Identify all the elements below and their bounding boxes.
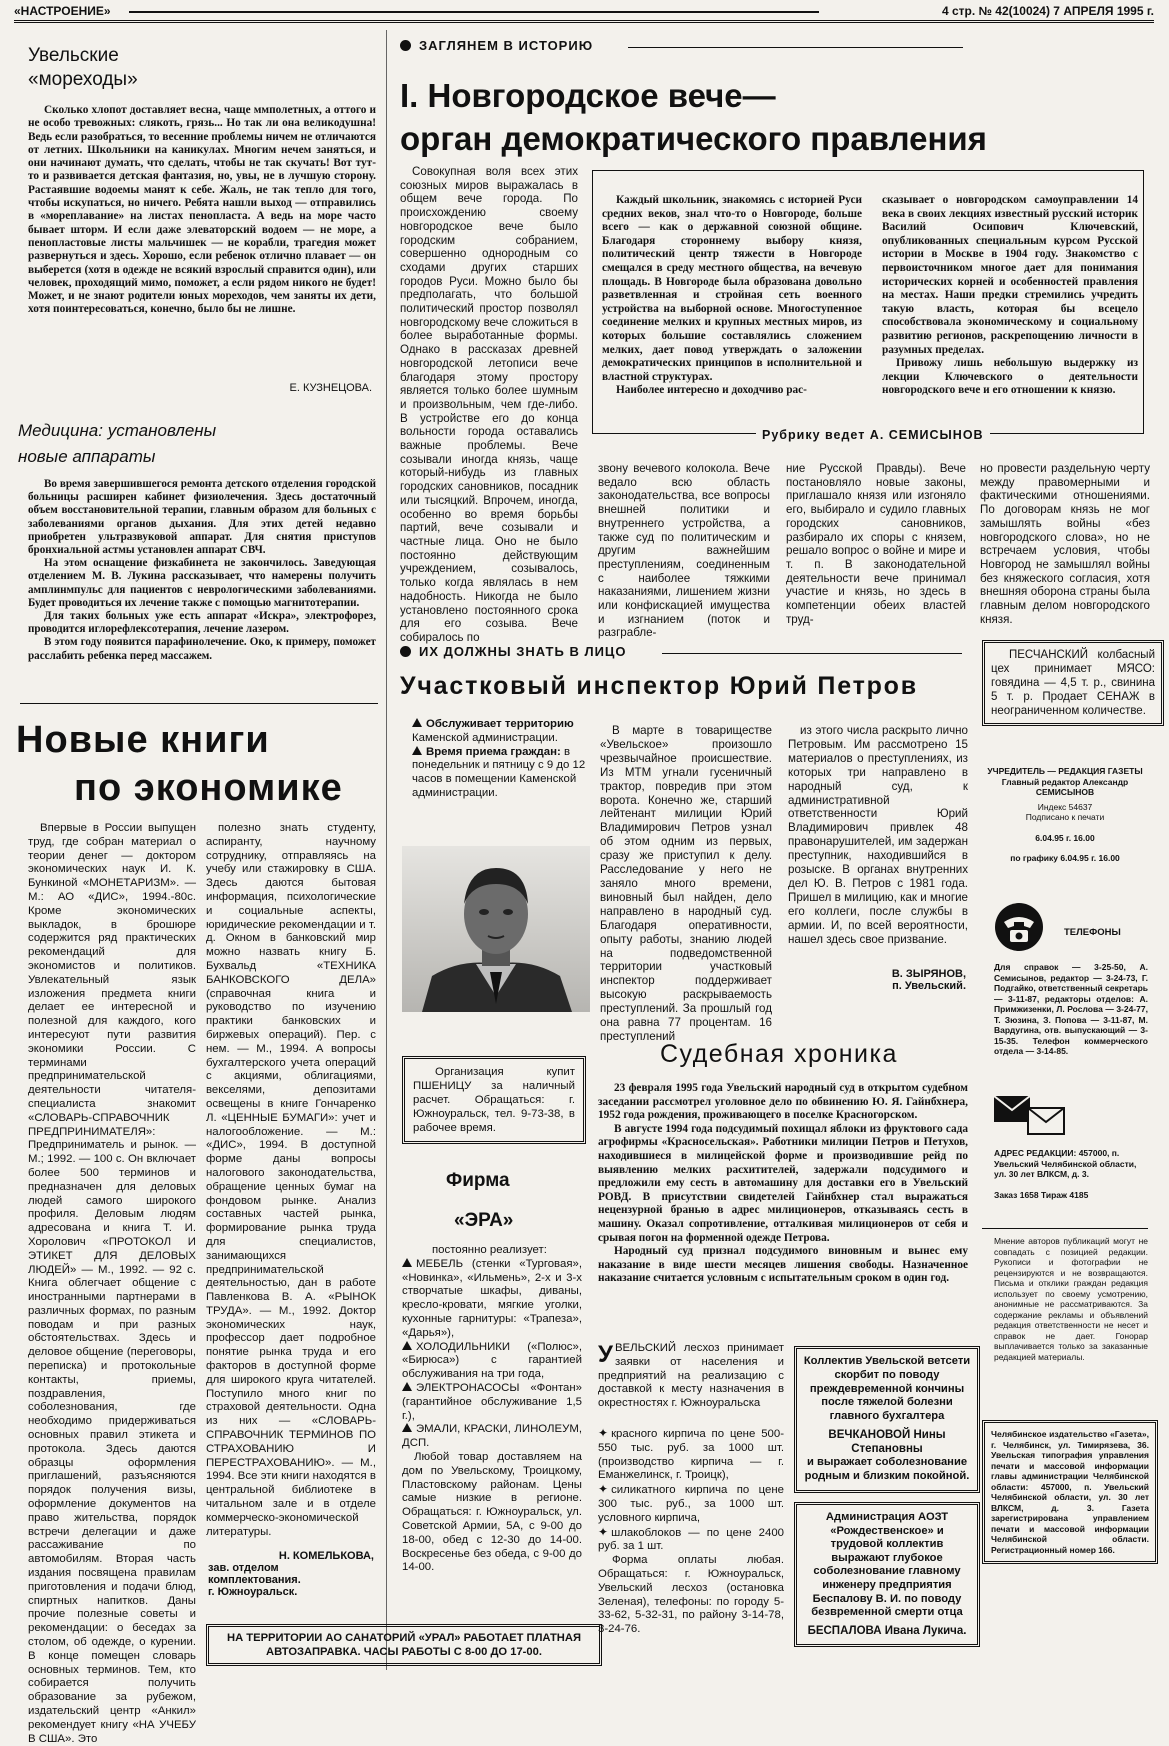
firm-body: постоянно реализует: МЕБЕЛЬ (стенки «Турговая», «Новинка», «Ильмень», 2-х и 3-х створчатые шкафы, диваны, кресло-кровати, мягкие уголки, кухонные гарнитуры: «Трапеза», «Дарья»), ХОЛОДИЛЬНИКИ («Полюс», «Бирюса») с гарантией обслуживания на три года, ЭЛЕКТРОНАСОСЫ «Фонтан» (гарантийное обслуживание 1,5 г.), ЭМАЛИ, КРАСКИ, ЛИНОЛЕУМ, ДСП. Любой товар доставляем на дом по Увельскому, Троицкому, Пластовскому районам. Цены самые низкие в регионе. Обращаться: г. Южноуральск, ул. Советской Армии, 5А, с 9-00 до 18-00, обед с 12-30 до 14-00. Воскресенье без обеда, с 9-00 до 14-00. [402, 1244, 582, 1574]
uvelsk-body: Сколько хлопот доставляет весна, чаще ммполетных, а оттого и не особо тревожных: слякоть, грязь... Но так ли она великодушна! Ведь если разобраться, то весенние проблемы ничем не отличаются от летних. Школьники на каникулах. Многим нечем заняться, и они начинают думать, что сделать, чтобы не так скучать! Вот тут-то и развивается детская фантазия, но, увы, не в лучшую сторону. Растаявшие водоемы манят к себе. Жаль, не так тепло для того, чтобы искупаться, но ничего. Ребята нашли выход — отправились в «мореплавание» на листах пенопласта. А ведь на море часто бывает шторм. И если даже элеваторский водоем — не море, а пенопластовые листы мальчишек — не корабли, трагедия может развернуться и здесь. Хорошо, если ребенок отлично плавает — он выберется (хотя в одежде не всякий взрослый справится один), или человек, проходящий мимо, поможет, а если рядом никого не будет! Может, и не знают родители юных мореходов, чем заняты их дети, хотя поинтересоваться, конечно, было бы не лишне. [28, 104, 376, 316]
divider-right-1 [982, 1228, 1148, 1229]
imprint-founder: УЧРЕДИТЕЛЬ — РЕДАКЦИЯ ГАЗЕТЫ Главный редактор Александр СЕМИСЫНОВ Индекс 54637 Подписано к печати 6.04.95 г. 16.00 по графику 6.04.95 г. 16.00 [987, 766, 1143, 863]
header-rule [129, 11, 819, 13]
medicine-title: Медицина: установлены новые аппараты [18, 421, 217, 466]
books-col1: Впервые в России выпущен труд, где собран материал о теории денег — доктором экономических наук И. К. Бункиной «МОНЕТАРИЗМ». — М.: АО «ДИС», 1994.-80с. Кроме экономических выкладок, в брошюре содержится ряд практических рекомендаций для экономистов и политиков. Увлекательный язык изложения предмета книги делает ее интересной и полезной для каждого, кого интересуют пути развития экономики России. С терминами предпринимательской деятельности читателя-специалиста знакомит «СЛОВАРЬ-СПРАВОЧНИК ПРЕДПРИНИМАТЕЛЯ»: Предприниматель и рынок. — М.; 1992. — 100 с. Он включает более 500 терминов и предназначен для деловых людей самого широкого профиля. Деловым людям адресована и книга Т. И. Хоролович «ПРОТОКОЛ И ЭТИКЕТ ДЛЯ ДЕЛОВЫХ ЛЮДЕЙ» — М., 1992. — 92 с. Книга облегчает общение с иностранными партнерами в различных формах, по разным поводам и при разных обстоятельствах. Здесь и деловое общение (переговоры, переписка) и протокольные контакты, приемы, поздравления, соболезнования, где необходимо придерживаться основных правил этикета и протокола. Здесь даются образцы оформления приглашений, разъясняются порядок получения визы, оформление документов на право жительства, порядок встречи делегации и даже рассаживание по автомобилям. Вторая часть издания посвящена правилам приготовления и подачи блюд, спиртных напитков. Даны прочие полезные советы и рекомендации: о беседах за столом, об одежде, о курении. В конце помещен словарь основных терминов. Тем, кто собирается получить образование за рубежом, издательский центр «Анкил» рекомендует книгу «НА УЧЕБУ В США». Это [28, 822, 196, 1745]
vrule-1 [386, 30, 387, 1670]
triangle-bullet-icon [402, 1341, 412, 1350]
firm-label: Фирма [446, 1170, 510, 1191]
inspector-photo [402, 846, 590, 1012]
diamond-bullet-icon: ✦ [598, 1482, 609, 1497]
triangle-bullet-icon [412, 718, 422, 727]
firm-item: ХОЛОДИЛЬНИКИ («Полюс», «Бирюса») с гарантией обслуживания на три года, [402, 1340, 582, 1381]
veche-lead-col1: Каждый школьник, знакомясь с историей Руси средних веков, знал что-то о Новгороде, больше всего — как о державной союзной общине. Благодаря стороннему выбору князя, политический центр тяжести в Новгороде смещался в среду местного общества, на вечевую площадь. В Новгороде была образована довольно разветвленная и стройная сеть военного устройства на выборной основе. Многоступенное соединение мелких и крупных местных миров, из которых большие составлялись сложением мелких, дает повод утверждать о заложении демократических принципов в исполнительной и властной структурах. Наиболее интересно и доходчиво рас- [602, 194, 862, 397]
leskhoz-ad: УВЕЛЬСКИЙ лесхоз принимает заявки от населения и предприятий на реализацию с доставкой к месту назначения в окрестностях г. Южноуральска ✦ красного кирпича по цене 500-550 тыс. руб. за 1000 шт. (производство кирпича — г. Еманжелинск, г. Троицк), ✦ силикатного кирпича по цене 300 тыс. руб., за 1000 шт. условного кирпича, ✦ шлакоблоков — по цене 2400 руб. за 1 шт. Форма оплаты любая. Обращаться: г. Южноуральск, Увельский лесхоз (остановка Зеленая), телефоны: по городу 5-33-62, 5-32-31, по району 3-14-78, 3-24-76. [598, 1341, 784, 1636]
page-header [14, 4, 1154, 23]
inspector-author: В. ЗЫРЯНОВ, п. Увельский. [891, 968, 966, 992]
triangle-bullet-icon [402, 1423, 412, 1432]
condolence-1: Коллектив Увельской ветсети скорбит по поводу преждевременной кончины после тяжелой болезни главного бухгалтера ВЕЧКАНОВОЙ Нины Степановны и выражает соболезнование родным и близким покойной. [794, 1346, 980, 1493]
history-rubric-rule [628, 47, 963, 48]
phones-list: Для справок — 3-25-50, А. Семисынов, редактор — 3-24-73, Г. Подгайко, ответственный секретарь — 3-11-87, редакторы отделов: А. Примжизенки, Л. Рослова — 3-24-77, Т. Зюзина, З. Попова — 3-11-87, М. Вардугина, отв. выпускающий — 3-15-35. Телефон коммерческого отдела — 3-14-85. [994, 962, 1148, 1056]
medicine-body: Во время завершившегося ремонта детского отделения городской больницы расширен кабинет физиолечения. Здесь достаточный объем восстановительной терапии, главным образом для больных с заболеваниями органов дыхания. Для этих детей недавно приобретен ультразвуковой аппарат. Для снятия приступов бронхиальной астмы установлен аппарат СВЧ. На этом оснащение физкабинета не закончилось. Заведующая отделением М. В. Лукина рассказывает, что намерены получить амплинмпульс для пациентов с неврологическими заболеваниями. Будет проводиться их лечение также с помощью магнитотерапии. Для таких больных уже есть аппарат «Искра», электрофорез, проводится иглорефлексотерапия, лечение лазером. В этом году появится парафинолечение. Око, к примеру, поможет расслабить ребенка перед массажем. [28, 478, 376, 662]
inspector-col1: В марте в товариществе «Увельское» произошло чрезвычайное происшествие. Из МТМ угнали гусеничный трактор, повредив при этом ворота. Конечно же, старший лейтенант милиции Юрий Владимирович Петров узнал об этом одним из первых, сразу же приступил к делу. Расследование у него не заняло много времени, виновный был найден, дело направлено в народный суд. Благодаря оперативности, опыту работы, знанию людей на подведомственной территории участковый инспектор поддерживает высокую раскрываемость преступлений. За прошлый год она равна 77 процентам. 16 преступлений [600, 724, 772, 1043]
issue-info: 4 стр. № 42(10024) 7 АПРЕЛЯ 1995 г. [942, 4, 1154, 18]
diamond-bullet-icon: ✦ [598, 1524, 609, 1539]
diamond-bullet-icon: ✦ [598, 1425, 609, 1440]
imprint-publisher: Челябинское издательство «Газета», г. Челябинск, ул. Тимирязева, 36. Увельская типография управления печати и массовой информации главы администрации Челябинской области: 457000, п. Увельский Челябинской области, ул. 30 лет ВЛКСМ, д. 3. Газета зарегистрирована управлением печати и массовой информации Челябинской области. Регистрационный номер 166. [982, 1420, 1158, 1564]
bullet-icon [400, 40, 411, 51]
inspector-title: Участковый инспектор Юрий Петров [400, 672, 918, 700]
inspector-col2: из этого числа раскрыто лично Петровым. Им рассмотрено 15 материалов о преступлениях, из которых три направлено в народный суд, к административной ответственности Юрий Владимирович привлек 48 правонарушителей, им задержан преступник, находившийся в розыске. В органах внутренних дел Ю. В. Петров с 1981 года. Пришел в милицию, как и многие его коллеги, после службы в армии. И, по всей вероятности, нашел здесь свое призвание. [788, 724, 968, 946]
rubric-inspector: ИХ ДОЛЖНЫ ЗНАТЬ В ЛИЦО [400, 644, 627, 659]
inspector-rubric-rule [662, 653, 962, 654]
uvelsk-author: Е. КУЗНЕЦОВА. [289, 382, 372, 394]
firm-item: ЭМАЛИ, КРАСКИ, ЛИНОЛЕУМ, ДСП. [402, 1423, 582, 1450]
triangle-bullet-icon [402, 1258, 412, 1267]
uvelsk-title: Увельские «мореходы» [28, 45, 138, 90]
books-author: Н. КОМЕЛЬКОВА, зав. отделом комплектования. г. Южноуральск. [208, 1550, 374, 1598]
imprint-address: АДРЕС РЕДАКЦИИ: 457000, п. Увельский Челябинской области, ул. 30 лет ВЛКСМ, д. 3. Заказ 1658 Тираж 4185 [994, 1148, 1137, 1200]
books-col2: полезно знать студенту, аспиранту, научному сотруднику, отправляясь на учебу или стажировку в США. Здесь даются бытовая информация, психологические и социальные аспекты, юридические рекомендации и т. д. Окном в банковский мир можно назвать книгу Б. Бухвальд «ТЕХНИКА БАНКОВСКОГО ДЕЛА» (справочная книга и руководство по изучению практики банковских и биржевых операций). Пер. с нем. — М., 1994. А вопросы бухгалтерского учета операций с акциями, облигациями, векселями, депозитами освещены в книге Гончаренко Л. «ЦЕННЫЕ БУМАГИ»: учет и налогообложение. — М.: «ДИС», 1994. В доступной форме даны вопросы налогового законодательства, обращение ценных бумаг на фондовом рынке. Анализ составных частей рынка, формирование рынка труда для специалистов, занимающихся предпринимательской деятельностью, дан в работе Павленкова В. А. «РЫНОК ТРУДА». — М., 1992. Доктор экономических наук, профессор дает подробное понятие рынка труда и его факторов в доступной форме для широкого круга читателей. Поступило много книг по страховой деятельности. Одна из них — «СЛОВАРЬ-СПРАВОЧНИК ТЕРМИНОВ ПО СТРАХОВАНИЮ И ПЕРЕСТРАХОВАНИЮ». — М., 1994. Все эти книги находятся в центральной библиотеке в читальном зале и в отделе коммерческо-экономической литературы. [206, 822, 376, 1538]
leskhoz-item: ✦ красного кирпича по цене 500-550 тыс. руб. за 1000 шт. (производство кирпича — г. Еманжелинск, г. Троицк), [598, 1425, 784, 1482]
condolence-2: Администрация АОЗТ «Рождественское» и трудовой коллектив выражают глубокое соболезнование главному инженеру предприятия Беспалову В. И. по поводу безвременной смерти отца БЕСПАЛОВА Ивана Лукича. [794, 1502, 980, 1647]
inspector-info: Обслуживает территорию Каменской администрации. Время приема граждан: в понедельник и пятницу с 9 до 12 часов в помещении Каменской администрации. [412, 718, 586, 799]
leskhoz-item: ✦ силикатного кирпича по цене 300 тыс. руб., за 1000 шт. условного кирпича, [598, 1482, 784, 1524]
veche-lead-col2: сказывает о новгородском самоуправлении 14 века в своих лекциях известный русский историк Василий Осипович Ключевский, опубликованных специальным курсом Русской истории в Москве в 1904 году. Знакомство с первоисточником многое дает для понимания исторических корней и особенностей правления на местах. Наши предки стремились учредить такую власть, которая бы всецело способствовала экономическому и социальному развитию регионов, раскрепощению личности в разумных пределах. Привожу лишь небольшую выдержку из лекции Ключевского о деятельности новгородского вече и его отношении к князю. [882, 194, 1138, 397]
rubric-host: Рубрику ведет А. СЕМИСЫНОВ [756, 428, 990, 442]
court-title: Судебная хроника [660, 1040, 898, 1068]
firm-item: МЕБЕЛЬ (стенки «Турговая», «Новинка», «Ильмень», 2-х и 3-х створчатые шкафы, диваны, кресло-кровати, мягкие уголки, кухонные гарнитуры: «Трапеза», «Дарья»), [402, 1257, 582, 1339]
imprint-notes: Мнение авторов публикаций могут не совпадать с позицией редакции. Рукописи и фотографии не рецензируются и не возвращаются. Письма и отклики граждан редакция использует по своему усмотрению, анонимные не рассматриваются. За содержание рекламы и объявлений редакция ответственности не несет и справок не дает. Гонорар выплачивается только за заказанные редакцией материалы. [994, 1236, 1148, 1362]
ad-gas-station: НА ТЕРРИТОРИИ АО САНАТОРИЙ «УРАЛ» РАБОТАЕТ ПЛАТНАЯ АВТОЗАПРАВКА. ЧАСЫ РАБОТЫ С 8-00 ДО 17-00. [206, 1624, 602, 1666]
veche-col4: но провести раздельную черту между правомерными и фактическими отношениями. По договорам князь не мог замышлять войны «без новгородского слова», но не встречаем условия, чтобы Новгород не замышлял войны без княжеского согласия, хотя внешняя оборона страны была главным делом новгородского князя. [980, 462, 1150, 626]
triangle-bullet-icon [402, 1382, 412, 1391]
veche-col1: Совокупная воля всех этих союзных миров выражалась в общем вече города. По происхождению своему новгородское вече было городским собранием, совершенно однородным со сходами других старших городов Руси. Можно было бы предполагать, что большой политический простор позволял новгородскому вече сложиться в более выработанные формы. Однако в рассказах древней новгородской летописи вече благодаря этому простору является только более шумным и произвольным, чем где-либо. В устройстве его до конца вольности города оставались важные проблемы. Вече созывали иногда князь, чаще который-нибудь из главных городских сановников, посадник или тысяцкий. Впрочем, иногда, особенно во время борьбы партий, вече созывали и частные лица. Оно не было постоянно действующим учреждением, созывалось, только когда являлась в нем надобность. Никогда не было установлено постоянного срока для его созыва. Вече собиралось по [400, 165, 578, 644]
telephone-icon [992, 900, 1046, 952]
veche-col3: ние Русской Правды). Вече постановляло новые законы, приглашало князя или изгоняло его, выбирало и судило главных городских сановников, разбирало их споры с князем, решало вопрос о войне и мире и т. п. В законодательной деятельности вече принимал участие и князь, но здесь в компетенции обеих властей труд- [786, 462, 966, 626]
phones-title: ТЕЛЕФОНЫ [1064, 927, 1121, 938]
court-body: 23 февраля 1995 года Увельский народный суд в открытом судебном заседании рассмотрел уголовное дело по обвинению Ю. Я. Гайнбхнера, 1952 года рождения, проживающего в поселке Красногорском. В августе 1994 года подсудимый похищал яблоки из фруктового сада агрофирмы «Красносельская». Работники милиции Петров и Петухов, находившиеся в милицейской форме и производившие рейд по выявлению мелких расхитителей, задержали подсудимого и предложили ему сесть в автомашину для доставки его в Увельский РОВД. В присутствии свидетелей Гайнбхнер стал выражаться нецензурной бранью в адрес милиционеров, отказываясь сесть в машину. Оказал сопротивление, отталкивая милиционеров от себя и срывая погон на форменной одежде Петрова. Народный суд признал подсудимого виновным и вынес ему наказание в виде шести месяцев лишения свободы. Назначенное наказание считается условным с испытательным сроком в один год. [598, 1082, 968, 1285]
firm-name: «ЭРА» [454, 1210, 514, 1231]
ad-mjaso: ПЕСЧАНСКИЙ колбасный цех принимает МЯСО: говядина — 4,5 т. р., свинина 5 т. р. Продает СЕНАЖ в неограниченном количестве. [982, 640, 1164, 726]
envelope-icon [992, 1094, 1068, 1138]
divider-left [20, 703, 378, 704]
veche-title: I. Новгородское вече— орган демократического правления [400, 77, 987, 157]
leskhoz-item: ✦ шлакоблоков — по цене 2400 руб. за 1 шт. [598, 1524, 784, 1553]
books-title: Новые книги по экономике [16, 719, 343, 809]
drop-cap: У [598, 1341, 613, 1368]
newspaper-name: «НАСТРОЕНИЕ» [14, 4, 111, 18]
veche-col2: звону вечевого колокола. Вече ведало всю область законодательства, все вопросы внешней политики и внутреннего устройства, а также суд по политическим и другим важнейшим преступлениям, соединенным с наиболее тяжкими наказаниями, лишением жизни или конфискацией имущества и изгнанием (поток и разграбле- [598, 462, 770, 640]
ad-wheat: Организация купит ПШЕНИЦУ за наличный расчет. Обращаться: г. Южноуральск, тел. 9-73-38, в рабочее время. [402, 1056, 586, 1144]
triangle-bullet-icon [412, 746, 422, 755]
bullet-icon [400, 646, 411, 657]
rubric-history: ЗАГЛЯНЕМ В ИСТОРИЮ [400, 38, 593, 53]
firm-item: ЭЛЕКТРОНАСОСЫ «Фонтан» (гарантийное обслуживание 1,5 г.), [402, 1381, 582, 1422]
